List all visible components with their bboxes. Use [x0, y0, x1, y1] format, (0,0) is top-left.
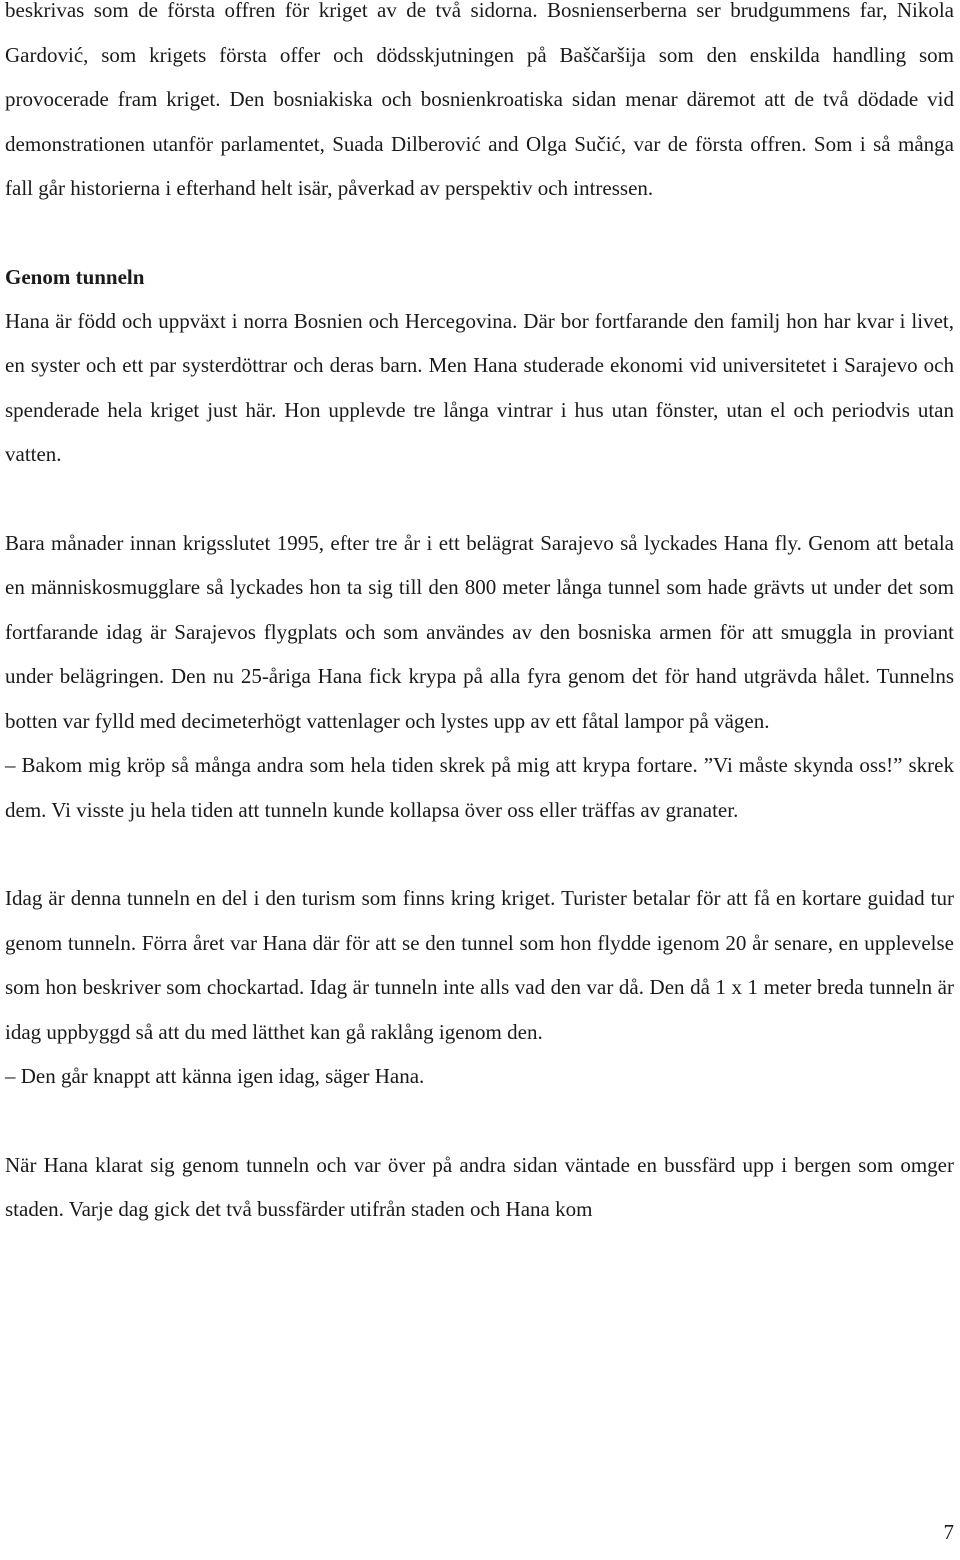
paragraph-gap	[5, 832, 954, 876]
paragraph-tourism: Idag är denna tunneln en del i den turism som finns kring kriget. Turister betalar för att få en kortare guidad tur genom tunneln. Förra året var Hana där för att se den tunnel som hon flydde igenom 20 år senare, en upplevelse som hon beskriver som chockartad. Idag är tunneln inte alls vad den var då. Den då 1 x 1 meter breda tunneln är idag uppbyggd så att du med lätthet kan gå raklång igenom den.	[5, 886, 954, 1044]
section-heading: Genom tunneln	[5, 264, 145, 289]
paragraph-quote-crawl: – Bakom mig kröp så många andra som hela tiden skrek på mig att krypa fortare. ”Vi måste skynda oss!” skrek dem. Vi visste ju hela tiden att tunneln kunde kollapsa över oss eller träffas av granater.	[5, 753, 954, 822]
page-number: 7	[943, 1520, 954, 1544]
paragraph-gap	[5, 211, 954, 255]
paragraph-hana-background: Hana är född och uppväxt i norra Bosnien och Hercegovina. Där bor fortfarande den familj hon har kvar i livet, en syster och ett par systerdöttrar och deras barn. Men Hana studerade ekonomi vid universitetet i Sarajevo och spenderade hela kriget just här. Hon upplevde tre långa vintrar i hus utan fönster, utan el och periodvis utan vatten.	[5, 308, 954, 466]
paragraph-intro: beskrivas som de första offren för kriget av de två sidorna. Bosnienserberna ser brudgummens far, Nikola Gardović, som krigets första offer och dödsskjutningen på Baščaršija som den enskilda handling som provocerade fram kriget. Den bosniakiska och bosnienkroatiska sidan menar däremot att de två dödade vid demonstrationen utanför parlamentet, Suada Dilberović and Olga Sučić, var de första offren. Som i så många fall går historierna i efterhand helt isär, påverkad av perspektiv och intressen.	[5, 0, 954, 200]
paragraph-gap	[5, 1099, 954, 1143]
paragraph-escape: Bara månader innan krigsslutet 1995, efter tre år i ett belägrat Sarajevo så lyckades Hana fly. Genom att betala en människosmugglare så lyckades hon ta sig till den 800 meter långa tunnel som hade grävts ut under det som fortfarande idag är Sarajevos flygplats och som användes av den bosniska armen för att smuggla in proviant under belägringen. Den nu 25-åriga Hana fick krypa på alla fyra genom det för hand utgrävda hålet. Tunnelns botten var fylld med decimeterhögt vattenlager och lystes upp av ett fåtal lampor på vägen.	[5, 530, 954, 733]
paragraph-gap	[5, 477, 954, 521]
paragraph-bus: När Hana klarat sig genom tunneln och var över på andra sidan väntade en bussfärd upp i bergen som omger staden. Varje dag gick det två bussfärder utifrån staden och Hana kom	[5, 1152, 954, 1221]
paragraph-quote-recognize: – Den går knappt att känna igen idag, säger Hana.	[5, 1064, 425, 1088]
